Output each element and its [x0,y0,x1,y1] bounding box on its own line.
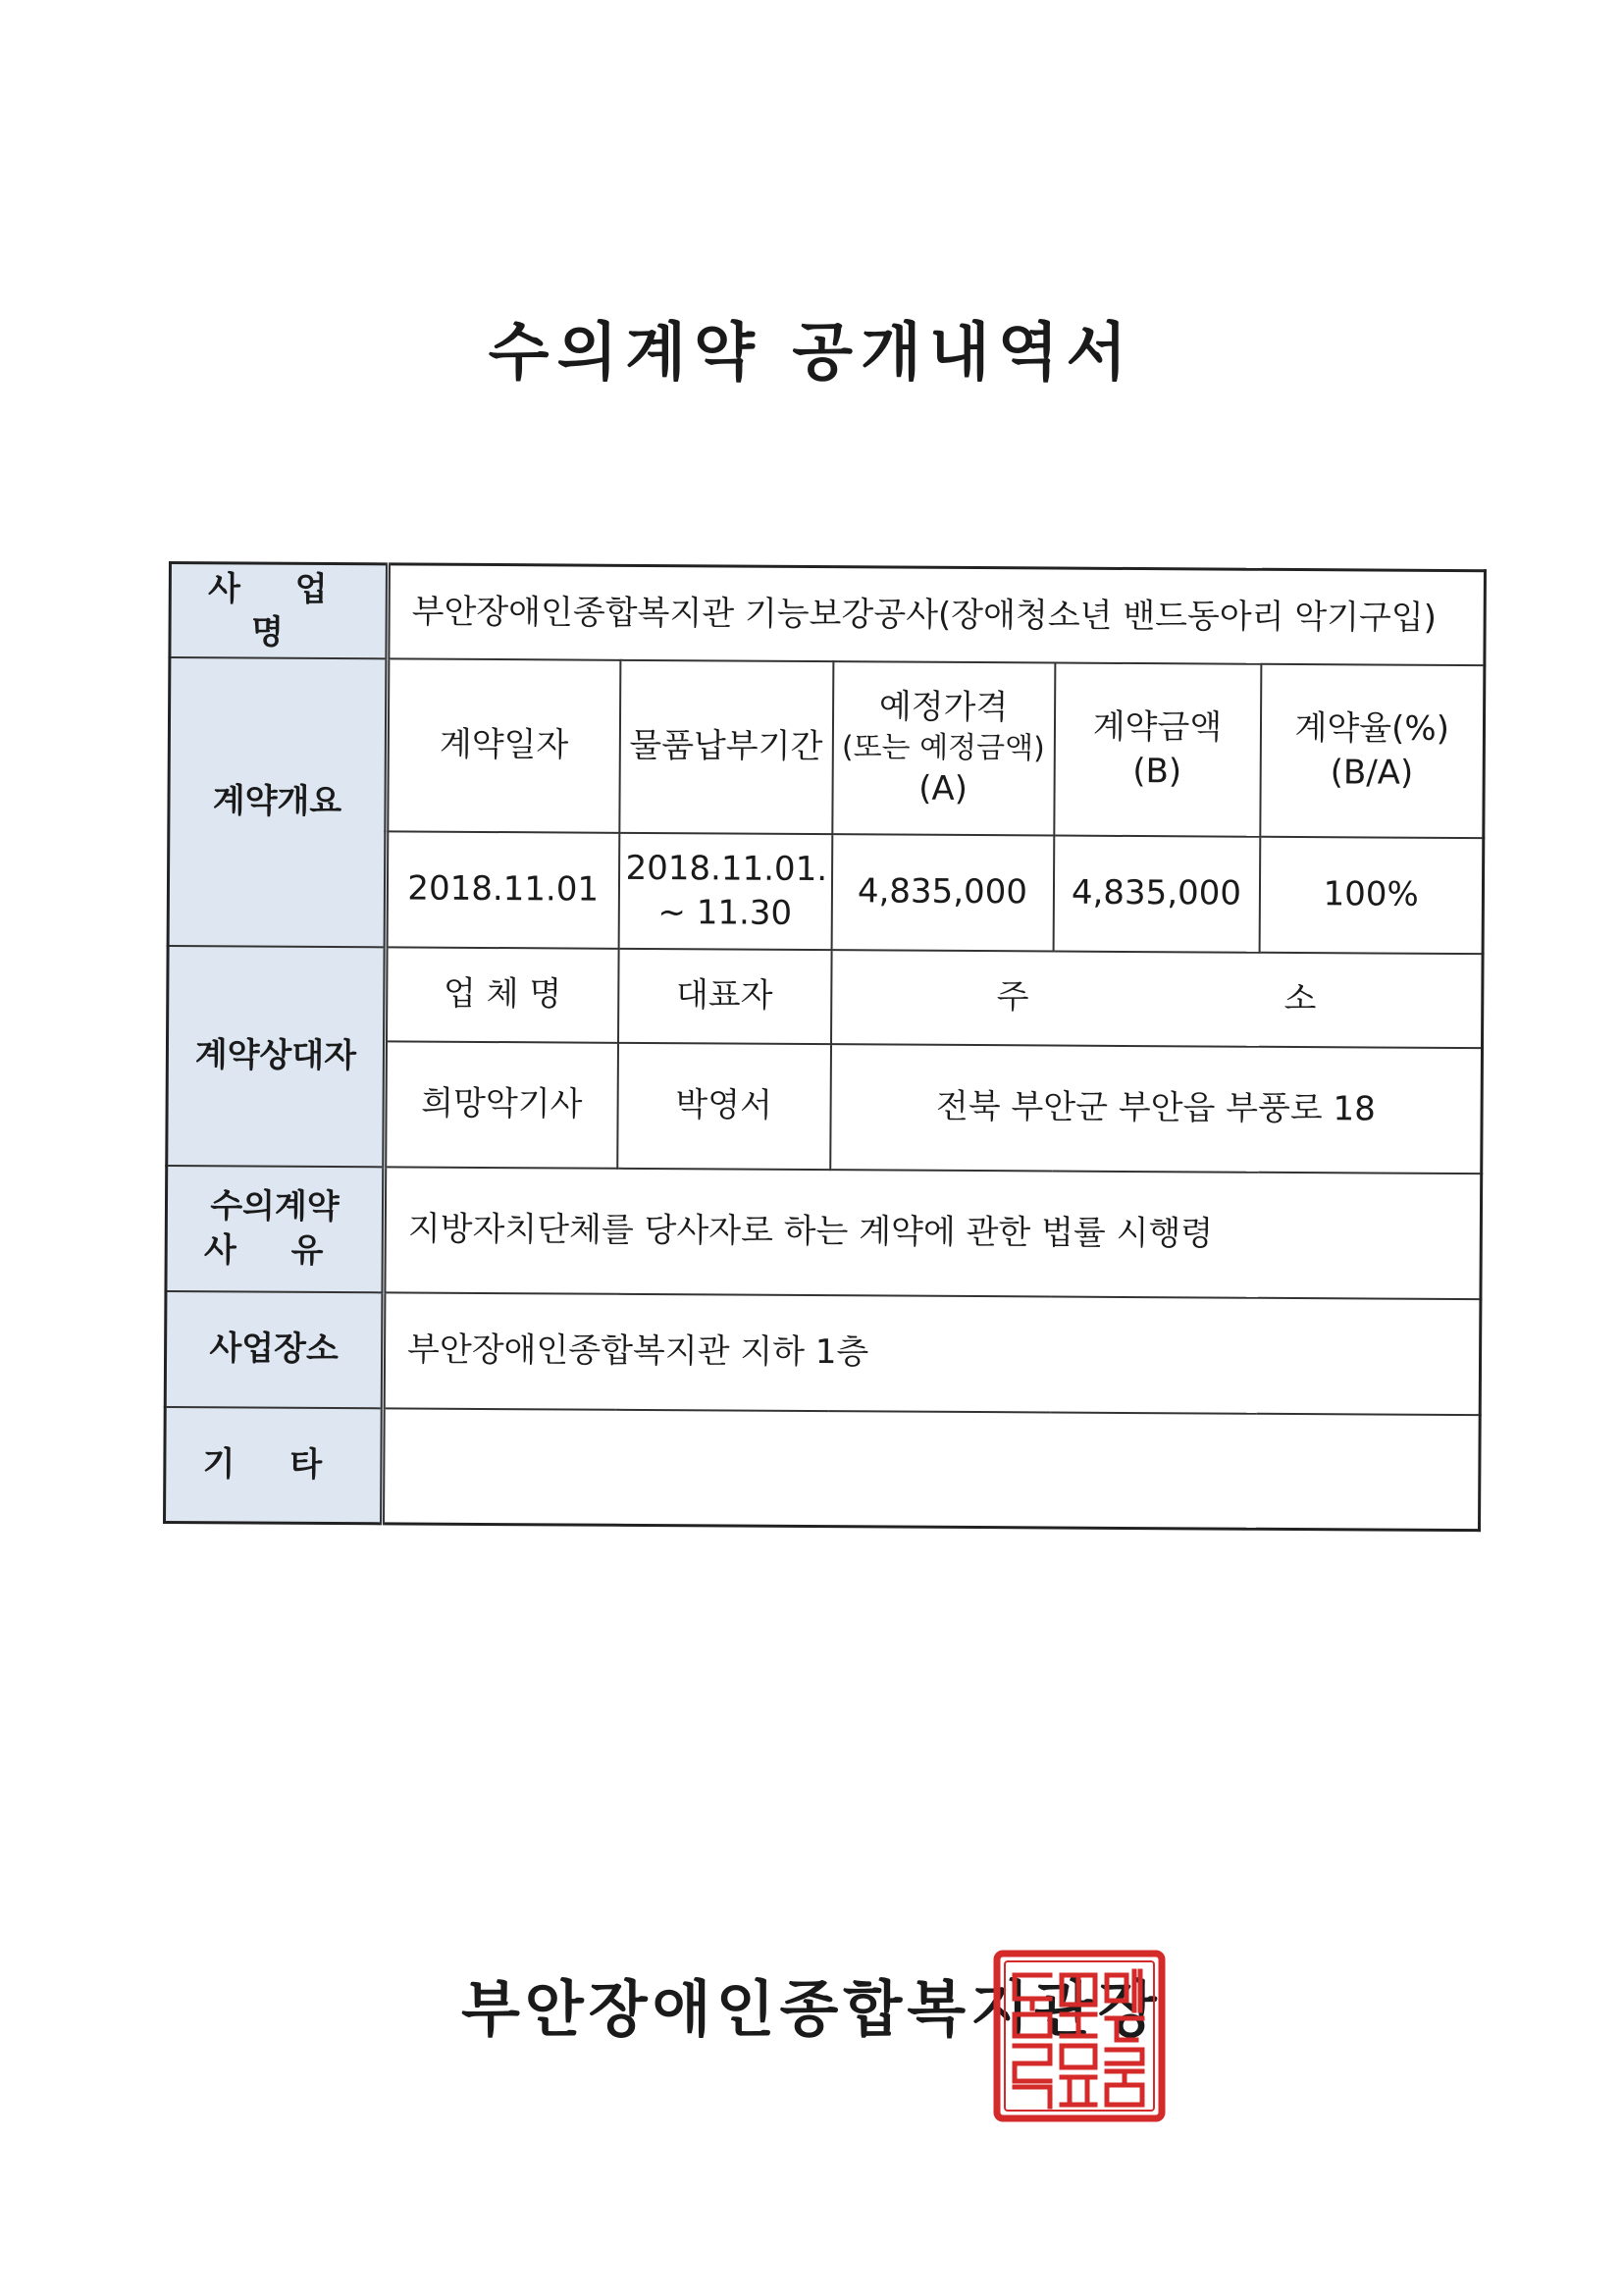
location-label: 사업장소 [165,1290,384,1407]
reason-row [166,1165,1482,1298]
signature-text: 부안장애인종합복지관장 [461,1973,1162,2045]
delivery-period-header: 물품납부기간 [619,659,833,833]
overview-header-row [169,657,1485,838]
etc-label: 기 타 [165,1406,384,1523]
contract-date-header: 계약일자 [387,658,620,832]
counterparty-header-row [168,946,1484,1048]
project-name-row [170,563,1486,665]
address-header: 주 소 [831,950,1484,1048]
location-row [165,1290,1481,1414]
reason-label: 수의계약 사 유 [166,1165,385,1291]
contract-date-value: 2018.11.01 [386,831,619,948]
delivery-period-value: 2018.11.01. ~ 11.30 [618,832,832,949]
contract-amount-header: 계약금액 (B) [1054,662,1261,836]
project-name-value: 부안장애인종합복지관 기능보강공사(장애청소년 밴드동아리 악기구입) [388,564,1486,665]
representative-value: 박영서 [617,1042,831,1169]
official-seal-icon [991,1948,1168,2124]
contract-rate-value: 100% [1259,836,1484,953]
location-value: 부안장애인종합복지관 지하 1층 [383,1292,1481,1415]
contract-rate-header: 계약율(%) (B/A) [1260,663,1485,837]
overview-label: 계약개요 [168,657,388,947]
document-title: 수의계약 공개내역서 [488,317,1135,390]
company-name-header: 업 체 명 [386,947,619,1042]
contract-amount-value: 4,835,000 [1053,835,1260,952]
estimated-price-value: 4,835,000 [831,834,1054,951]
etc-value [383,1408,1481,1531]
contract-disclosure-table [163,561,1487,1532]
counterparty-label: 계약상대자 [167,946,386,1167]
reason-value: 지방자치단체를 당사자로 하는 계약에 관한 법률 시행령 [384,1167,1482,1299]
project-name-label: 사 업 명 [170,563,389,658]
representative-header: 대표자 [618,948,832,1043]
company-name-value: 희망악기사 [385,1041,618,1168]
etc-row [165,1406,1481,1530]
estimated-price-header: 예정가격 (또는 예정금액) (A) [832,661,1055,835]
address-value: 전북 부안군 부안읍 부풍로 18 [830,1044,1483,1174]
